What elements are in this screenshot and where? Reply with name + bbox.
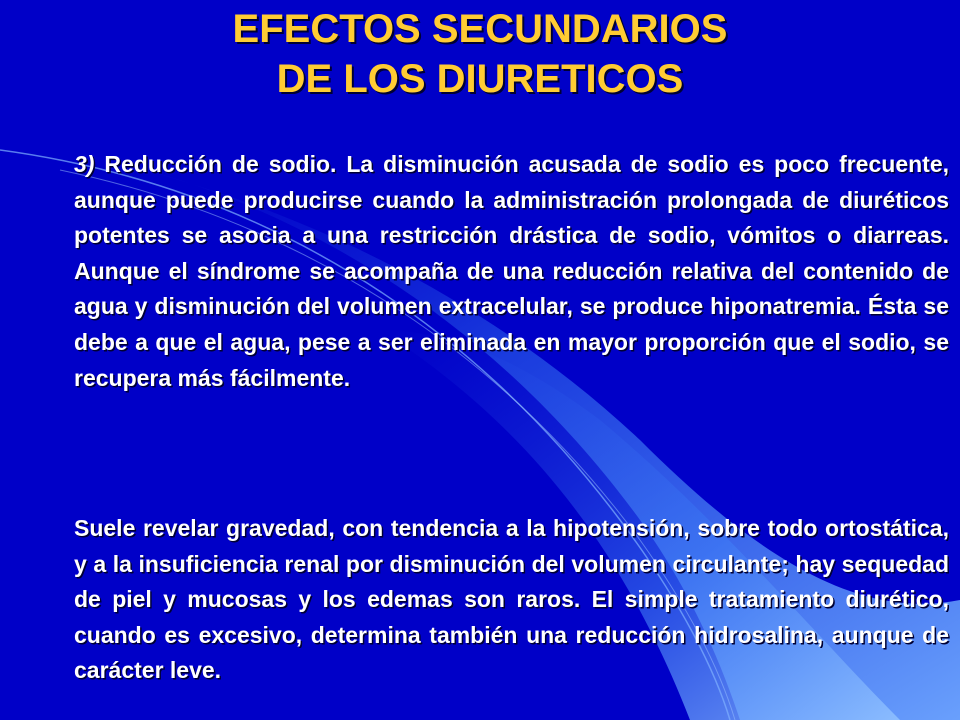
paragraph-number: 3) (74, 151, 95, 177)
title-line-2: DE LOS DIURETICOS (276, 57, 684, 101)
paragraph-severity (74, 511, 949, 689)
slide-title (0, 4, 960, 104)
paragraph-sodium-reduction (74, 147, 949, 396)
paragraph-2-text: Suele revelar gravedad, con tendencia a la hipotensión, sobre todo ortostática, y a la insuficiencia renal por disminución del volumen circulante; hay sequedad de piel y mucosas y los edemas son raros. El simple tratamiento diurético, cuando es excesivo, determina también una reducción hidrosalina, aunque de carácter leve. (74, 515, 949, 684)
title-line-1: EFECTOS SECUNDARIOS (232, 7, 728, 51)
paragraph-1-text: Reducción de sodio. La disminución acusada de sodio es poco frecuente, aunque puede producirse cuando la administración prolongada de diuréticos potentes se asocia a una restricción drástica de sodio, vómitos o diarreas. Aunque el síndrome se acompaña de una reducción relativa del contenido de agua y disminución del volumen extracelular, se produce hiponatremia. Ésta se debe a que el agua, pese a ser eliminada en mayor proporción que el sodio, se recupera más fácilmente. (74, 151, 949, 391)
